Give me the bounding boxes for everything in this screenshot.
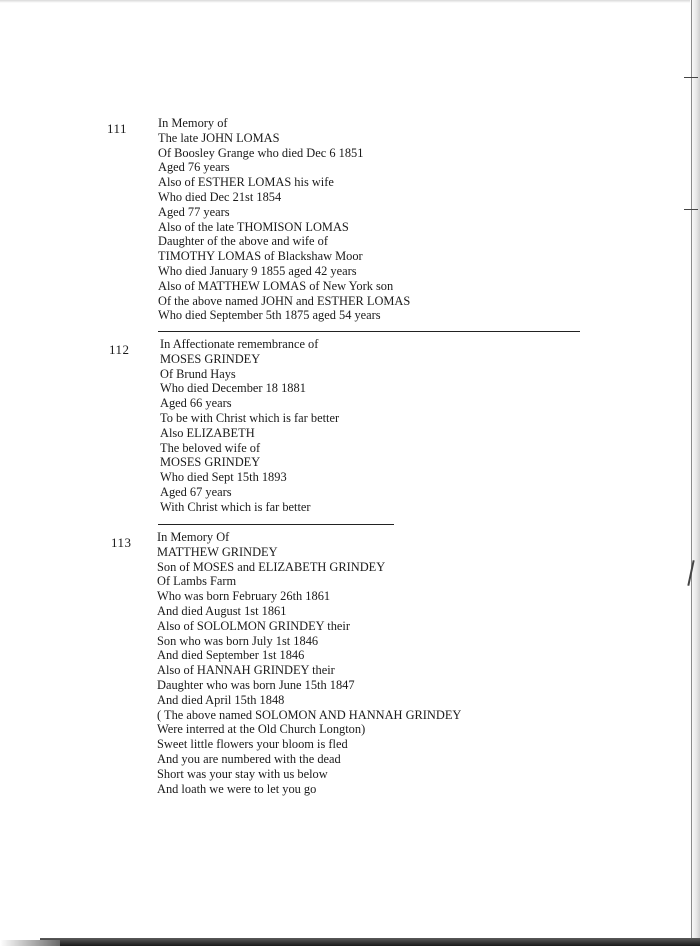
- inscription-line: Of Brund Hays: [160, 366, 236, 381]
- inscription-line: Sweet little flowers your bloom is fled: [157, 737, 348, 752]
- inscription-line: With Christ which is far better: [160, 499, 311, 514]
- inscription: [160, 337, 339, 515]
- inscription-line: TIMOTHY LOMAS of Blackshaw Moor: [158, 249, 363, 264]
- inscription-line: Were interred at the Old Church Longton): [157, 722, 366, 737]
- inscription-line: And died April 15th 1848: [157, 692, 285, 707]
- scan-bottom-fade: [0, 940, 60, 946]
- inscription-line: Also of the late THOMISON LOMAS: [158, 219, 349, 234]
- scan-tick-mark: [684, 209, 698, 210]
- inscription-line: Aged 66 years: [160, 396, 232, 411]
- inscription-line: Who was born February 26th 1861: [157, 589, 331, 604]
- inscription-line: Also of ESTHER LOMAS his wife: [158, 175, 334, 190]
- inscription-line: To be with Christ which is far better: [160, 410, 340, 425]
- scan-right-line: [691, 0, 692, 946]
- scan-bottom-edge: [40, 938, 700, 946]
- inscription-line: In Affectionate remembrance of: [160, 337, 319, 351]
- inscription-line: Aged 76 years: [158, 160, 230, 175]
- entry-number: 113: [111, 535, 132, 550]
- scan-tick-mark: [684, 77, 698, 78]
- entry-number: 112: [109, 342, 130, 357]
- inscription-line: Son of MOSES and ELIZABETH GRINDEY: [157, 559, 386, 574]
- inscription-line: Son who was born July 1st 1846: [157, 633, 319, 648]
- inscription-line: Also ELIZABETH: [160, 425, 255, 440]
- inscription-line: Also of SOLOLMON GRINDEY their: [157, 618, 350, 633]
- inscription-line: Of Boosley Grange who died Dec 6 1851: [158, 145, 364, 160]
- inscription-line: Aged 67 years: [160, 484, 232, 499]
- inscription: [157, 530, 461, 796]
- inscription: [158, 116, 410, 323]
- inscription-line: MOSES GRINDEY: [160, 455, 261, 470]
- inscription-line: Of the above named JOHN and ESTHER LOMAS: [158, 293, 411, 308]
- entry-divider: [158, 524, 394, 525]
- scan-top-edge: [0, 0, 700, 3]
- inscription-line: And loath we were to let you go: [157, 781, 317, 796]
- inscription-line: And you are numbered with the dead: [157, 751, 341, 766]
- inscription-line: The beloved wife of: [160, 440, 261, 455]
- inscription-line: Also of MATTHEW LOMAS of New York son: [158, 278, 394, 293]
- inscription-line: Who died September 5th 1875 aged 54 years: [158, 308, 381, 323]
- entry-number: 111: [107, 121, 128, 136]
- inscription-line: In Memory of: [158, 116, 228, 130]
- entry-divider: [158, 331, 580, 332]
- inscription-line: And died September 1st 1846: [157, 648, 305, 663]
- inscription-line: And died August 1st 1861: [157, 603, 287, 618]
- inscription-line: In Memory Of: [157, 530, 230, 544]
- inscription-line: Of Lambs Farm: [157, 574, 237, 589]
- inscription-line: Aged 77 years: [158, 204, 230, 219]
- inscription-line: Who died Dec 21st 1854: [158, 189, 282, 204]
- inscription-line: Also of HANNAH GRINDEY their: [157, 663, 335, 678]
- inscription-line: Daughter who was born June 15th 1847: [157, 677, 355, 692]
- inscription-line: Who died December 18 1881: [160, 381, 306, 396]
- inscription-line: ( The above named SOLOMON AND HANNAH GRINDEY: [157, 707, 462, 722]
- inscription-line: Who died Sept 15th 1893: [160, 470, 287, 485]
- inscription-line: MATTHEW GRINDEY: [157, 544, 278, 559]
- inscription-line: Daughter of the above and wife of: [158, 234, 328, 249]
- inscription-line: MOSES GRINDEY: [160, 351, 261, 366]
- inscription-line: The late JOHN LOMAS: [158, 130, 280, 145]
- inscription-line: Who died January 9 1855 aged 42 years: [158, 263, 357, 278]
- inscription-line: Short was your stay with us below: [157, 766, 328, 781]
